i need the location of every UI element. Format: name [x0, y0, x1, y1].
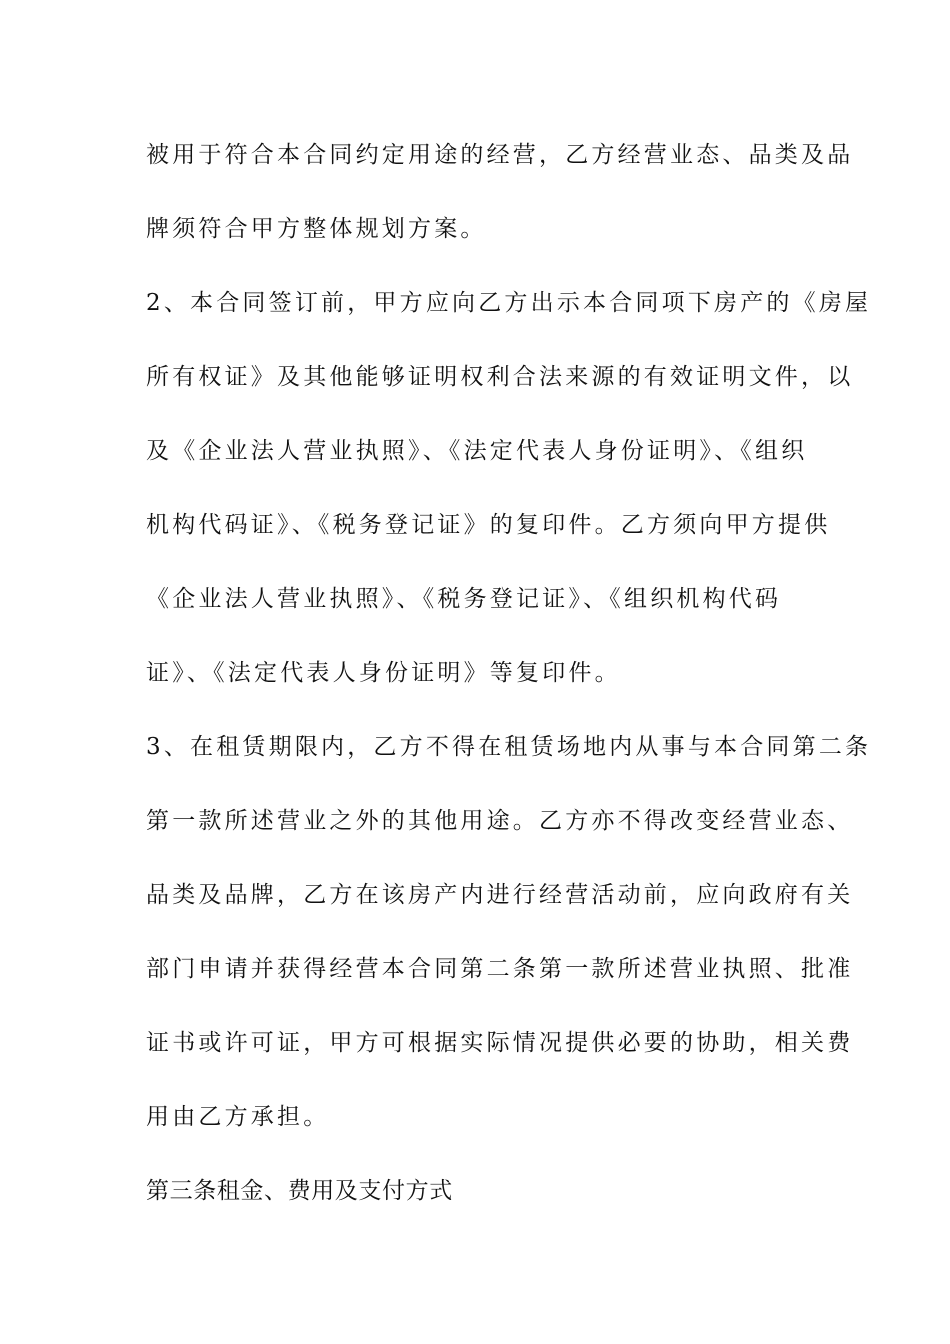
clause-3-line: 品类及品牌，乙方在该房产内进行经营活动前，应向政府有关: [146, 882, 854, 908]
clause-3-line: 证书或许可证，甲方可根据实际情况提供必要的协助，相关费: [146, 1030, 854, 1056]
paragraph-line: 被用于符合本合同约定用途的经营，乙方经营业态、品类及品: [146, 142, 854, 168]
clause-3-line: 用由乙方承担。: [146, 1104, 330, 1130]
clause-3-line: 3、在租赁期限内，乙方不得在租赁场地内从事与本合同第二条: [146, 734, 872, 760]
clause-2-line: 及《企业法人营业执照》、《法定代表人身份证明》、《组织: [146, 438, 808, 464]
clause-2-line: 《企业法人营业执照》、《税务登记证》、《组织机构代码: [146, 586, 782, 612]
clause-2-line: 所有权证》及其他能够证明权利合法来源的有效证明文件，以: [146, 364, 854, 390]
clause-2-line: 证》、《法定代表人身份证明》等复印件。: [146, 660, 621, 686]
clause-3-line: 部门申请并获得经营本合同第二条第一款所述营业执照、批准: [146, 956, 854, 982]
clause-2-line: 2、本合同签订前，甲方应向乙方出示本合同项下房产的《房屋: [146, 290, 872, 316]
clause-3-line: 第一款所述营业之外的其他用途。乙方亦不得改变经营业态、: [146, 808, 854, 834]
paragraph-line: 牌须符合甲方整体规划方案。: [146, 216, 487, 242]
section-heading: 第三条租金、费用及支付方式: [146, 1178, 453, 1204]
clause-2-line: 机构代码证》、《税务登记证》的复印件。乙方须向甲方提供: [146, 512, 831, 538]
